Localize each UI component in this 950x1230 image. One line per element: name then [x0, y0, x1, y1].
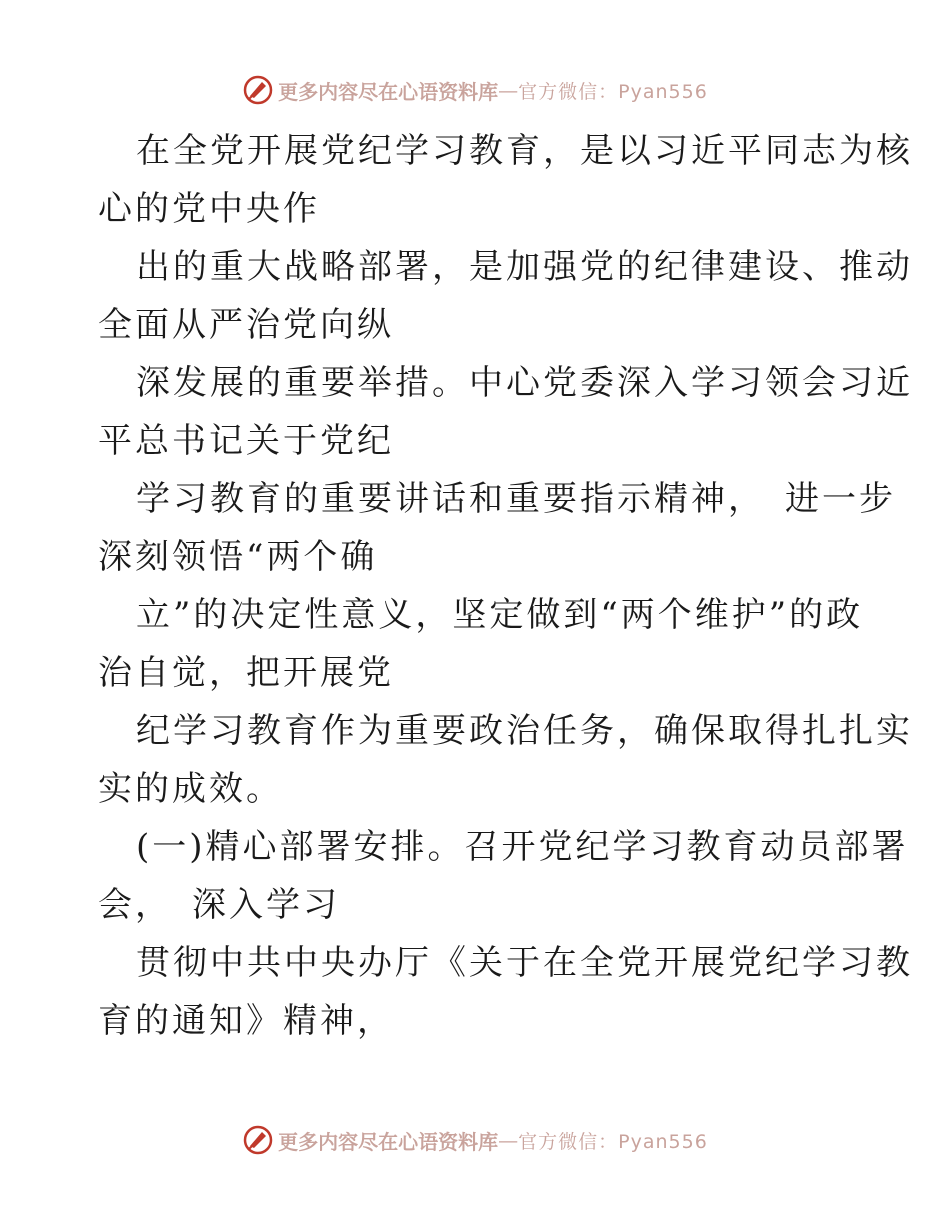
paragraph-line: 纪学习教育作为重要政治任务，确保取得扎扎实	[136, 711, 913, 751]
paragraph-line: 会， 深入学习	[98, 885, 340, 925]
watermark-wechat: 官方微信：Pyan556	[518, 1130, 708, 1153]
watermark-text: 更多内容尽在心语资料库	[278, 79, 499, 104]
paragraph-line: 深发展的重要举措。中心党委深入学习领会习近	[136, 363, 913, 403]
paragraph-line: 全面从严治党向纵	[98, 305, 394, 345]
watermark-separator: —	[498, 1128, 519, 1152]
watermark-text: 更多内容尽在心语资料库	[278, 1129, 499, 1154]
watermark-wechat: 官方微信：Pyan556	[518, 80, 708, 103]
paragraph-line: 治自觉，把开展党	[98, 653, 394, 693]
paragraph-line: 出的重大战略部署，是加强党的纪律建设、推动	[136, 247, 913, 287]
paragraph-line: 平总书记关于党纪	[98, 421, 394, 461]
paragraph-line: 心的党中央作	[98, 189, 320, 229]
paragraph-line: 实的成效。	[98, 769, 283, 809]
quill-logo-icon	[242, 1124, 274, 1156]
paragraph-line: 育的通知》精神，	[98, 1001, 394, 1041]
paragraph-line: 深刻领悟“两个确	[98, 537, 378, 577]
header-watermark	[0, 70, 950, 110]
paragraph-line: 在全党开展党纪学习教育，是以习近平同志为核	[136, 131, 913, 171]
footer-watermark	[0, 1120, 950, 1160]
paragraph-line: (一)精心部署安排。召开党纪学习教育动员部署	[136, 827, 909, 867]
paragraph-line: 立”的决定性意义，坚定做到“两个维护”的政	[136, 595, 864, 635]
paragraph-line: 贯彻中共中央办厅《关于在全党开展党纪学习教	[136, 943, 913, 983]
document-body	[98, 122, 913, 1050]
watermark-separator: —	[498, 78, 519, 102]
paragraph-line: 学习教育的重要讲话和重要指示精神， 进一步	[136, 479, 896, 519]
quill-logo-icon	[242, 74, 274, 106]
